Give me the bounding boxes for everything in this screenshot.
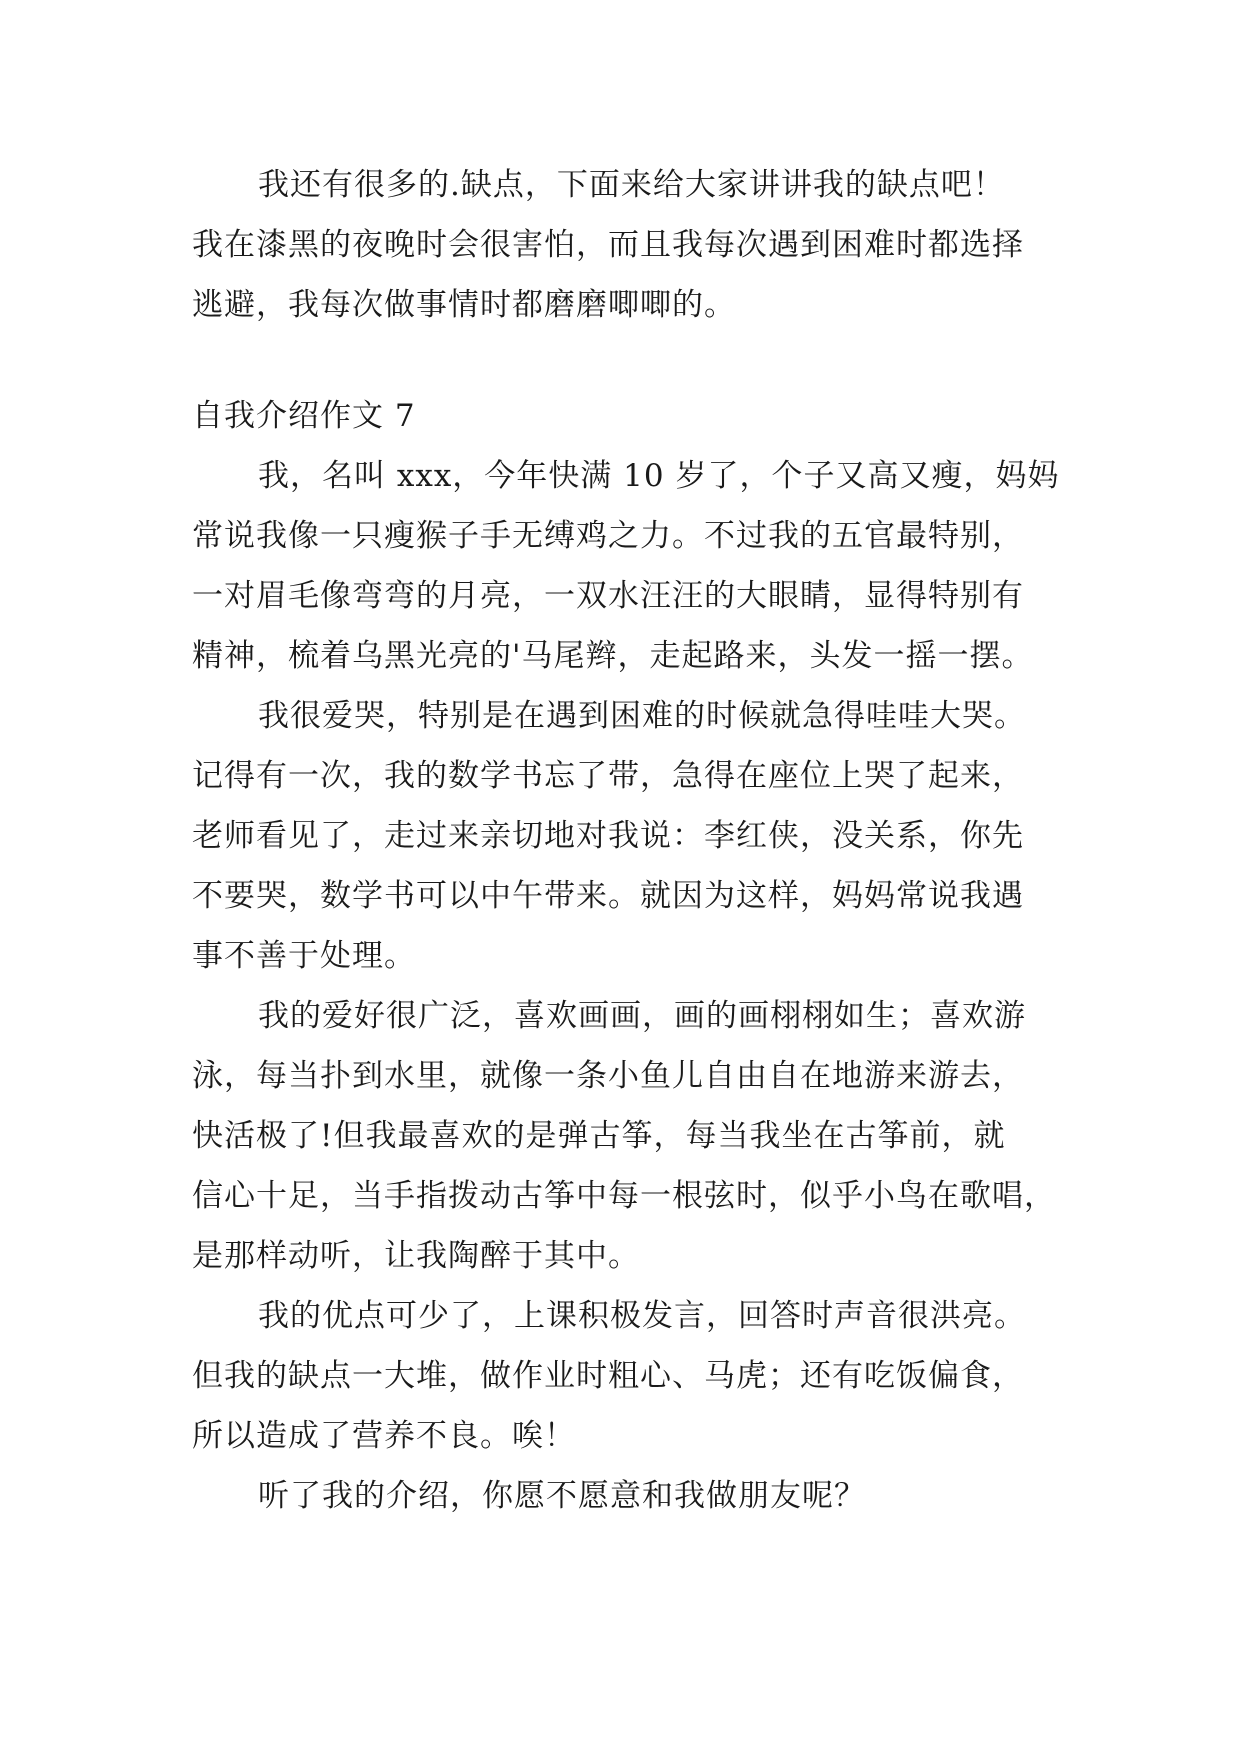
paragraph-line: 我的爱好很广泛，喜欢画画，画的画栩栩如生；喜欢游 xyxy=(258,998,1026,1034)
paragraph-line: 一对眉毛像弯弯的月亮，一双水汪汪的大眼睛，显得特别有 xyxy=(192,578,1024,614)
paragraph-line: 不要哭，数学书可以中午带来。就因为这样，妈妈常说我遇 xyxy=(192,878,1024,914)
paragraph-line: 我还有很多的.缺点，下面来给大家讲讲我的缺点吧！ xyxy=(258,167,1005,203)
paragraph-line: 快活极了!但我最喜欢的是弹古筝，每当我坐在古筝前，就 xyxy=(192,1118,1006,1154)
paragraph-line: 听了我的介绍，你愿不愿意和我做朋友呢？ xyxy=(258,1478,866,1514)
paragraph-line: 我在漆黑的夜晚时会很害怕，而且我每次遇到困难时都选择 xyxy=(192,227,1024,263)
paragraph-line: 老师看见了，走过来亲切地对我说：李红侠，没关系，你先 xyxy=(192,818,1024,854)
paragraph-line: 我，名叫 xxx，今年快满 10 岁了，个子又高又瘦，妈妈 xyxy=(258,458,1060,494)
section-title: 自我介绍作文 7 xyxy=(192,398,416,434)
paragraph-line: 逃避，我每次做事情时都磨磨唧唧的。 xyxy=(192,287,736,323)
paragraph-line: 所以造成了营养不良。唉！ xyxy=(192,1418,576,1454)
paragraph-line: 泳，每当扑到水里，就像一条小鱼儿自由自在地游来游去， xyxy=(192,1058,1024,1094)
paragraph-line: 精神，梳着乌黑光亮的'马尾辫，走起路来，头发一摇一摆。 xyxy=(192,638,1034,674)
paragraph-line: 信心十足，当手指拨动古筝中每一根弦时，似乎小鸟在歌唱， xyxy=(192,1178,1056,1214)
paragraph-line: 记得有一次，我的数学书忘了带，急得在座位上哭了起来， xyxy=(192,758,1024,794)
paragraph-line: 我的优点可少了，上课积极发言，回答时声音很洪亮。 xyxy=(258,1298,1026,1334)
paragraph-line: 我很爱哭，特别是在遇到困难的时候就急得哇哇大哭。 xyxy=(258,698,1026,734)
paragraph-line: 事不善于处理。 xyxy=(192,938,416,974)
paragraph-line: 是那样动听，让我陶醉于其中。 xyxy=(192,1238,640,1274)
paragraph-line: 但我的缺点一大堆，做作业时粗心、马虎；还有吃饭偏食， xyxy=(192,1358,1024,1394)
paragraph-line: 常说我像一只瘦猴子手无缚鸡之力。不过我的五官最特别， xyxy=(192,518,1024,554)
